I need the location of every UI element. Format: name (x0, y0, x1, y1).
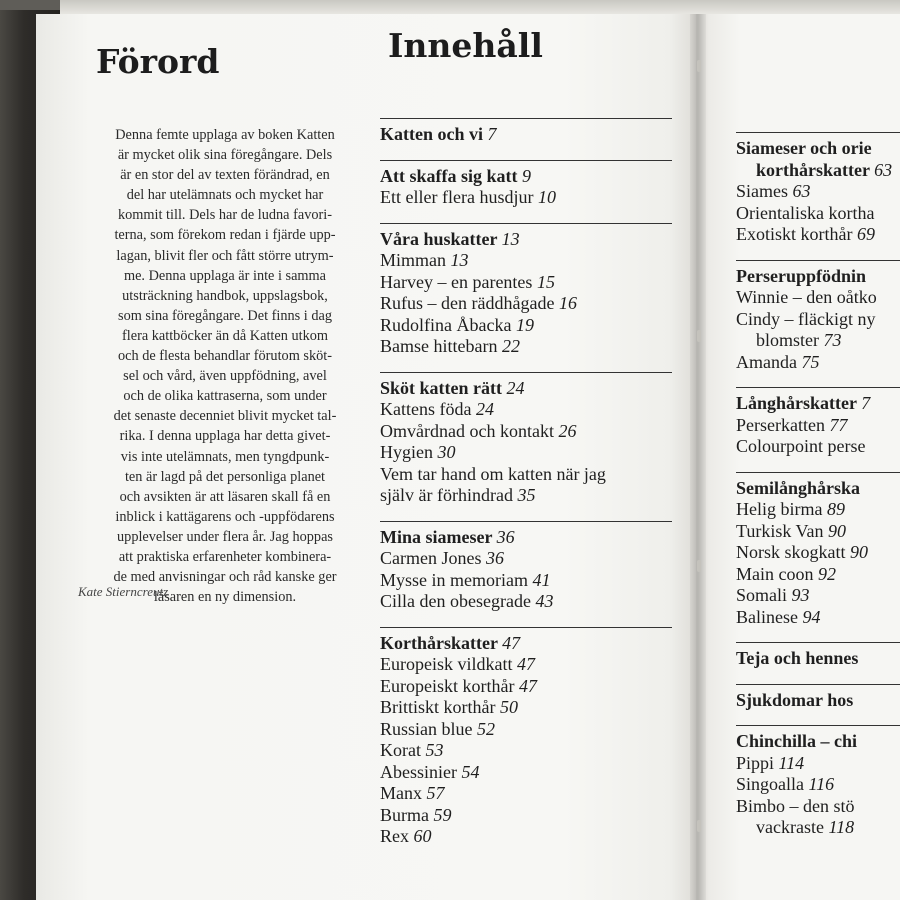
toc-page-number: 24 (475, 399, 494, 419)
toc-page-number: 36 (485, 548, 504, 568)
foreword-line: sel och vård, även uppfödning, avel (123, 368, 327, 385)
toc-section (736, 260, 900, 374)
toc-line (736, 648, 900, 670)
toc-entry-text: Mysse in memoriam (380, 569, 528, 590)
toc-section (736, 387, 900, 458)
toc-page-number: 41 (532, 569, 551, 590)
toc-line (380, 570, 672, 592)
toc-section (736, 642, 900, 670)
toc-page-number: 7 (487, 124, 497, 144)
foreword-line: flera kattböcker än då Katten utkom (121, 327, 329, 344)
toc-page-number: 60 (413, 826, 432, 846)
toc-line (380, 336, 672, 358)
toc-line (380, 633, 672, 655)
toc-entry-text: Kattens föda (380, 399, 472, 419)
foreword-line: att praktiska erfarenheter kombinera- (118, 548, 332, 565)
toc-entry-text: Sjukdomar hos (736, 689, 854, 710)
toc-line (736, 690, 900, 712)
toc-entry-text: Sköt katten rätt (380, 377, 502, 398)
toc-entry-text: Långhårskatter (736, 393, 857, 413)
toc-section (736, 684, 900, 712)
toc-section (380, 521, 672, 613)
toc-line (380, 229, 672, 251)
toc-entry-text: vackraste (756, 817, 824, 837)
toc-line (736, 796, 900, 818)
foreword-line: utsträckning handbok, uppslagsbok, (122, 287, 328, 304)
toc-entry-text: Pippi (736, 752, 775, 773)
toc-line (736, 607, 900, 629)
toc-page-number: 93 (791, 585, 810, 605)
toc-line (380, 697, 672, 719)
toc-entry-text: Perserkatten (736, 414, 825, 435)
toc-entry-text: Katten och vi (380, 124, 483, 144)
toc-line (736, 499, 900, 521)
toc-entry-text: Burma (380, 804, 429, 825)
toc-entry-text: Mina siameser (380, 526, 493, 547)
foreword-line: inblick i kattägarens och -uppfödarens (115, 508, 335, 525)
foreword-line: lagan, blivit fler och fått större utrym- (116, 247, 334, 264)
toc-section (736, 472, 900, 629)
toc-entry-text: Siameser och orie (736, 138, 872, 158)
toc-line (380, 187, 672, 209)
toc-page-number: 13 (501, 228, 520, 249)
toc-entry-text: Abessinier (380, 761, 457, 782)
toc-entry-text: Att skaffa sig katt (380, 165, 518, 186)
toc-entry-text: Hygien (380, 442, 433, 462)
foreword-line: och avsikten är att läsaren skall få en (119, 488, 331, 505)
toc-line (380, 548, 672, 570)
toc-section (380, 223, 672, 358)
toc-entry-text: Ett eller flera husdjur (380, 187, 534, 207)
foreword-line: är en stor del av texten förändrad, en (120, 167, 330, 184)
foreword-line: kommit till. Dels har de ludna favori- (117, 207, 332, 224)
toc-entry-text: blomster (756, 330, 819, 350)
foreword-line: vis inte utelämnats, men tyngdpunk- (120, 448, 330, 465)
toc-entry-text: korthårskatter (756, 159, 870, 180)
toc-page-number: 36 (496, 526, 515, 547)
toc-entry-text: Bimbo – den stö (736, 795, 855, 816)
toc-line (736, 266, 900, 288)
foreword-author: Kate Stierncreutz (78, 584, 169, 599)
toc-page-number: 47 (502, 632, 521, 653)
toc-entry-text: Bamse hittebarn (380, 336, 498, 356)
toc-entry-text: Omvårdnad och kontakt (380, 420, 554, 441)
foreword-line: me. Denna upplaga är inte i samma (123, 267, 327, 284)
toc-page-number: 15 (536, 271, 555, 292)
toc-page-number: 22 (501, 336, 520, 356)
toc-entry-text: Helig birma (736, 499, 823, 519)
toc-entry-text: Harvey – en parentes (380, 271, 533, 292)
toc-section (380, 118, 672, 146)
binding-stitch (697, 60, 701, 72)
toc-page-number: 69 (856, 224, 875, 244)
toc-page-number: 73 (823, 330, 842, 350)
toc-line (736, 478, 900, 500)
foreword-line: och de flesta behandlar förutom sköt- (118, 348, 332, 365)
foreword-line: är mycket olik sina föregångare. Dels (117, 147, 333, 164)
toc-page-number: 7 (861, 393, 871, 413)
toc-entry-text: Europeiskt korthår (380, 675, 515, 696)
toc-line (736, 181, 900, 203)
toc-page-number: 9 (522, 165, 531, 186)
toc-line (380, 124, 672, 146)
toc-entry-text: Manx (380, 783, 422, 803)
toc-page-number: 90 (828, 520, 847, 541)
toc-line (380, 719, 672, 741)
toc-line (736, 160, 900, 182)
foreword-line: del har utelämnats och mycket har (126, 187, 324, 204)
toc-page-number: 47 (518, 675, 537, 696)
toc-page-number: 90 (850, 542, 868, 562)
toc-entry-text: Exotiskt korthår (736, 224, 853, 244)
toc-entry-text: Rufus – den räddhågade (380, 293, 555, 313)
toc-section (736, 725, 900, 839)
toc-page-number: 13 (450, 250, 469, 270)
book-gutter (690, 14, 706, 900)
toc-page-number: 10 (537, 187, 556, 207)
foreword-line: och de olika kattraserna, som under (123, 388, 327, 405)
foreword-line: läsaren en ny dimension. (153, 589, 297, 606)
right-page (696, 14, 900, 900)
toc-page-number: 92 (817, 563, 836, 584)
foreword-line: de med anvisningar och råd kanske ger (113, 569, 337, 586)
toc-page-number: 63 (792, 181, 811, 201)
toc-page-number: 16 (558, 293, 577, 313)
toc-entry-text: Somali (736, 585, 788, 605)
toc-line (380, 378, 672, 400)
toc-entry-text: Cindy – fläckigt ny (736, 308, 876, 329)
toc-page-number: 57 (426, 783, 445, 803)
toc-page-number: 35 (517, 485, 536, 505)
toc-line (380, 272, 672, 294)
toc-line (380, 676, 672, 698)
foreword-title: Förord (96, 42, 220, 81)
toc-entry-text: Teja och hennes (736, 648, 859, 668)
foreword-line: det senaste decenniet blivit mycket tal- (113, 408, 337, 425)
toc-entry-text: Vem tar hand om katten när jag (380, 463, 606, 484)
toc-line (380, 293, 672, 315)
toc-entry-text: Brittiskt korthår (380, 697, 496, 717)
toc-line (380, 399, 672, 421)
toc-line (736, 224, 900, 246)
toc-section (380, 160, 672, 209)
binding-stitch (697, 820, 701, 832)
toc-line (736, 415, 900, 437)
toc-page-number: 114 (778, 752, 805, 773)
toc-entry-text: Amanda (736, 351, 797, 372)
toc-line (380, 805, 672, 827)
table-of-contents (380, 118, 672, 862)
toc-page-number: 50 (500, 697, 518, 717)
toc-entry-text: Colourpoint perse (736, 436, 866, 456)
toc-line (736, 287, 900, 309)
toc-entry-text: Carmen Jones (380, 548, 482, 568)
toc-line (736, 393, 900, 415)
toc-line (736, 352, 900, 374)
toc-line (736, 309, 900, 331)
toc-page-number: 59 (433, 804, 452, 825)
toc-line (380, 654, 672, 676)
toc-page-number: 89 (826, 499, 845, 519)
toc-line (380, 826, 672, 848)
toc-line (736, 585, 900, 607)
toc-entry-text: Orientaliska kortha (736, 202, 875, 223)
toc-entry-text: Korthårskatter (380, 632, 498, 653)
toc-page-number: 19 (515, 314, 534, 335)
toc-section (380, 372, 672, 507)
toc-line (380, 783, 672, 805)
toc-page-number: 54 (461, 761, 480, 782)
toc-section (380, 627, 672, 848)
toc-line (736, 138, 900, 160)
toc-line (380, 762, 672, 784)
toc-entry-text: Perseruppfödnin (736, 265, 867, 286)
foreword-line: rika. I denna upplaga har detta givet- (119, 428, 331, 445)
toc-page-number: 94 (802, 606, 821, 627)
toc-line (380, 315, 672, 337)
foreword-line: upplevelser under flera år. Jag hoppas (117, 528, 333, 545)
toc-line (380, 591, 672, 613)
binding-stitch (697, 560, 701, 572)
toc-page-number: 75 (801, 351, 820, 372)
toc-page-number: 43 (535, 591, 554, 611)
toc-line (380, 527, 672, 549)
toc-line (380, 464, 672, 486)
toc-entry-text: Semilånghårska (736, 477, 861, 498)
toc-page-number: 53 (425, 740, 444, 760)
toc-line (736, 521, 900, 543)
toc-line (736, 753, 900, 775)
toc-line (380, 740, 672, 762)
toc-page-number: 116 (808, 774, 835, 794)
toc-page-number: 47 (516, 654, 535, 674)
toc-line (736, 564, 900, 586)
toc-line (380, 250, 672, 272)
foreword-line: Denna femte upplaga av boken Katten (115, 127, 335, 143)
toc-entry-text: Winnie – den oåtko (736, 287, 877, 307)
toc-line (736, 203, 900, 225)
toc-page-number: 26 (558, 420, 577, 441)
toc-line (736, 731, 900, 753)
toc-entry-text: Turkisk Van (736, 520, 824, 541)
toc-line (736, 436, 900, 458)
toc-entry-text: Korat (380, 740, 421, 760)
toc-entry-text: Chinchilla – chi (736, 731, 858, 751)
binding-stitch (697, 330, 701, 342)
toc-page-number: 77 (829, 414, 848, 435)
toc-line (736, 330, 900, 352)
toc-page-number: 30 (437, 442, 456, 462)
toc-entry-text: Main coon (736, 563, 814, 584)
toc-line (380, 421, 672, 443)
toc-entry-text: Singoalla (736, 774, 804, 794)
toc-entry-text: Russian blue (380, 718, 473, 739)
toc-entry-text: själv är förhindrad (380, 485, 513, 505)
foreword-text (80, 125, 370, 607)
foreword-line: terna, som förekom redan i fjärde upp- (114, 227, 336, 244)
toc-entry-text: Rudolfina Åbacka (380, 314, 512, 335)
toc-section (736, 132, 900, 246)
foreword-line: som sina föregångare. Det finns i dag (118, 307, 332, 324)
toc-line (380, 485, 672, 507)
toc-entry-text: Norsk skogkatt (736, 542, 846, 562)
toc-line (380, 166, 672, 188)
toc-entry-text: Siames (736, 181, 788, 201)
toc-line (380, 442, 672, 464)
toc-entry-text: Mimman (380, 250, 446, 270)
toc-page-number: 118 (828, 817, 855, 837)
toc-page-number: 52 (477, 718, 495, 739)
toc-entry-text: Cilla den obesegrade (380, 591, 531, 611)
contents-title: Innehåll (388, 26, 543, 65)
next-page-edge (60, 0, 900, 14)
toc-entry-text: Rex (380, 826, 409, 846)
toc-line (736, 542, 900, 564)
toc-entry-text: Våra huskatter (380, 228, 498, 249)
toc-page-number: 24 (506, 377, 525, 398)
toc-page-number: 63 (874, 159, 893, 180)
toc-entry-text: Balinese (736, 606, 798, 627)
toc-line (736, 774, 900, 796)
toc-line (736, 817, 900, 839)
contents-continued (736, 132, 900, 853)
foreword-line: ten är lagd på det personliga planet (124, 468, 326, 485)
toc-entry-text: Europeisk vildkatt (380, 654, 513, 674)
